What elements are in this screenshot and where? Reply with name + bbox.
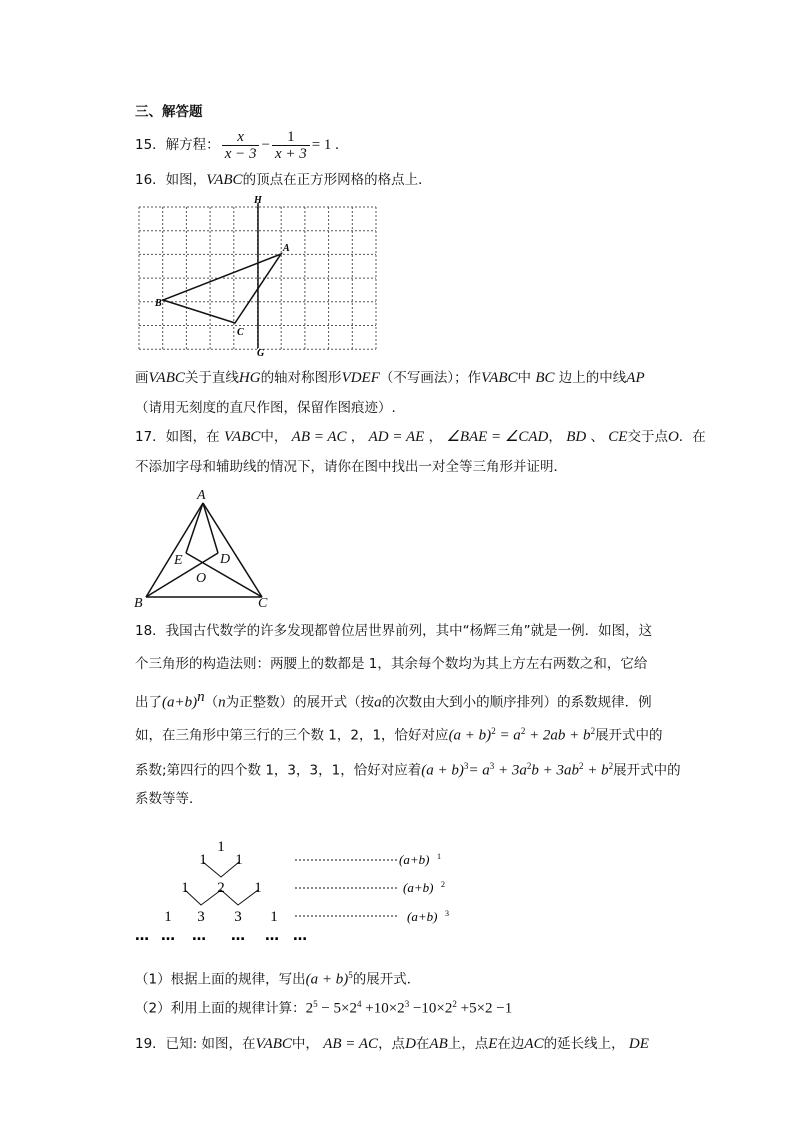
rhs: = 1 .	[311, 137, 339, 153]
q18-line5: 系数;第四行的四个数 1，3，3，1，恰好对应着$(a + b)^3= a^3 + 3a^2b + 3ab^2 + b^2$展开式中的	[135, 761, 681, 779]
q18-line2: 个三角形的构造法则：两腰上的数都是 1，其余每个数均为其上方左右两数之和，它给	[135, 656, 648, 672]
math: n	[218, 694, 226, 711]
ellipsis: …	[265, 928, 279, 944]
row-exponent: 3	[445, 909, 449, 918]
triangle-number: 3	[234, 909, 242, 925]
exponent: 3	[463, 761, 469, 771]
math: (a + b)	[421, 762, 464, 779]
ellipsis: …	[293, 928, 307, 944]
math: VABC	[206, 172, 243, 188]
ellipsis: …	[231, 928, 245, 944]
text: 在	[415, 1036, 430, 1052]
triangle-number: 1	[254, 880, 262, 896]
text: 的展开式．	[352, 971, 421, 988]
triangle-number: 2	[217, 880, 225, 896]
text: 上，点	[447, 1036, 489, 1052]
exponent: 2	[452, 999, 457, 1009]
math: VABC	[223, 429, 261, 445]
math: +5×2 −1	[456, 1000, 513, 1017]
math: (a + b)	[305, 971, 349, 988]
text: 边上的中线	[554, 370, 627, 386]
label-b: B	[155, 298, 162, 309]
q18-sub2	[135, 995, 512, 1018]
math: HG	[238, 370, 261, 386]
text: 的轴对称图形	[260, 370, 342, 386]
label-c: C	[237, 327, 244, 338]
text: 的延长线上，	[543, 1036, 629, 1052]
denominator: x − 3	[224, 145, 257, 162]
q18-sub1	[135, 966, 420, 989]
text: 中，	[291, 1036, 324, 1052]
text: 、	[586, 429, 609, 445]
text: 的顶点在正方形网格的格点上．	[242, 172, 432, 188]
math: = a	[468, 762, 490, 779]
text: 系数;第四行的四个数 1，3，3，1，恰好对应着	[135, 762, 422, 779]
math: −10×2	[409, 1000, 453, 1017]
exponent: 4	[357, 999, 362, 1009]
label-a: A	[283, 243, 290, 254]
exponent: 5	[348, 970, 353, 980]
text: （不写画法）；作	[379, 370, 482, 386]
math: 2	[305, 1000, 314, 1017]
label-d: D	[220, 552, 231, 567]
denominator: x + 3	[274, 145, 307, 162]
label-b: B	[134, 596, 143, 611]
text: （1）根据上面的规律，写出	[135, 971, 306, 988]
q15-prefix: 15．解方程：	[135, 137, 220, 153]
math: AP	[626, 370, 645, 386]
text: 关于直线	[184, 370, 239, 386]
row-expression: (a+b)	[403, 880, 434, 895]
math: + b	[583, 762, 609, 779]
row-exponent: 1	[437, 852, 441, 861]
math: VABC	[148, 370, 185, 386]
math: D	[405, 1036, 416, 1052]
math: (a + b)	[448, 727, 492, 744]
connector	[203, 862, 239, 877]
q18-line1: 18．我国古代数学的许多发现都曾位居世界前列，其中“杨辉三角”就是一例．如图，这	[135, 623, 653, 639]
text: 中，	[260, 429, 292, 445]
text: 16．如图，	[135, 172, 207, 188]
text: 17．如图，在	[135, 429, 224, 445]
math: AC	[524, 1036, 544, 1052]
math: O	[667, 429, 679, 445]
row-exponent: 2	[441, 880, 445, 889]
math: (a+b)	[162, 694, 198, 711]
text: 19．已知: 如图，在	[135, 1036, 256, 1052]
label-e: E	[174, 553, 183, 568]
math: AB = AC	[291, 429, 347, 445]
math: BC	[535, 370, 555, 386]
text: ，	[548, 429, 567, 445]
text: 的次数由大到小的顺序排列）的系数规律．例	[381, 694, 652, 711]
text: 为正整数）的展开式（按	[225, 694, 375, 711]
math: + 2ab + b	[525, 727, 591, 744]
triangle-number: 1	[181, 880, 189, 896]
text: ，	[424, 429, 447, 445]
triangle-number: 1	[199, 852, 207, 868]
ellipsis: …	[161, 928, 175, 944]
section-heading: 三、解答题	[135, 104, 203, 120]
math: ∠BAE = ∠CAD	[446, 429, 549, 445]
text: ．在	[678, 429, 706, 445]
q17-line2: 不添加字母和辅助线的情况下，请你在图中找出一对全等三角形并证明．	[135, 459, 567, 475]
triangle-number: 1	[164, 909, 172, 925]
text: ，	[346, 429, 369, 445]
math: VABC	[481, 370, 518, 386]
numerator: x	[222, 129, 260, 146]
text: 画	[135, 370, 149, 386]
text: 展开式中的	[595, 727, 663, 744]
label-h: H	[254, 195, 262, 206]
exponent: 2	[491, 726, 496, 736]
math: CE	[608, 429, 628, 445]
math: a	[374, 694, 382, 711]
q18-line4: 如，在三角形中第三行的三个数 1，2，1，恰好对应$(a + b)^2 = a^2 + 2ab + b^2$展开式中的	[135, 726, 663, 744]
math: AD = AE	[368, 429, 425, 445]
math: AB = AC	[323, 1036, 379, 1052]
math: − 5×2	[317, 1000, 358, 1017]
triangle-number: 1	[270, 909, 278, 925]
text: （	[204, 694, 219, 711]
text: 展开式中的	[613, 762, 681, 779]
label-a: A	[197, 488, 206, 503]
math: DE	[628, 1036, 649, 1052]
text: 如，在三角形中第三行的三个数 1，2，1，恰好对应	[135, 727, 449, 744]
text: 出了	[135, 694, 162, 711]
label-g: G	[257, 348, 265, 359]
math: VDEF	[341, 370, 380, 386]
triangle-number: 3	[197, 909, 205, 925]
math: = a	[495, 727, 521, 744]
math: E	[488, 1036, 498, 1052]
math: b + 3ab	[531, 762, 579, 779]
text: 中	[517, 370, 536, 386]
ellipsis: …	[135, 928, 149, 944]
ellipsis: …	[192, 928, 206, 944]
math: + 3a	[494, 762, 527, 779]
row-expression: (a+b)	[407, 909, 438, 924]
text: 交于点	[627, 429, 668, 445]
math: +10×2	[361, 1000, 405, 1017]
q16-note: （请用无刻度的直尺作图，保留作图痕迹）.	[135, 400, 396, 416]
row-expression: (a+b)	[399, 852, 430, 867]
minus-sign: −	[261, 137, 270, 153]
triangle-number: 1	[235, 852, 243, 868]
text: （2）利用上面的规律计算：	[135, 1000, 306, 1017]
numerator: 1	[272, 129, 310, 146]
exponent: n	[197, 689, 205, 705]
q18-line6: 系数等等．	[135, 791, 203, 807]
math: AB	[429, 1036, 448, 1052]
math: VABC	[255, 1036, 292, 1052]
label-o: O	[196, 571, 207, 586]
exponent: 3	[404, 999, 410, 1009]
label-c: C	[258, 596, 268, 611]
text: ，点	[378, 1036, 406, 1052]
exponent: 5	[313, 999, 318, 1009]
triangle-number: 1	[217, 839, 225, 855]
question-19	[135, 1035, 649, 1053]
text: 在边	[497, 1036, 525, 1052]
math: BD	[566, 429, 587, 445]
